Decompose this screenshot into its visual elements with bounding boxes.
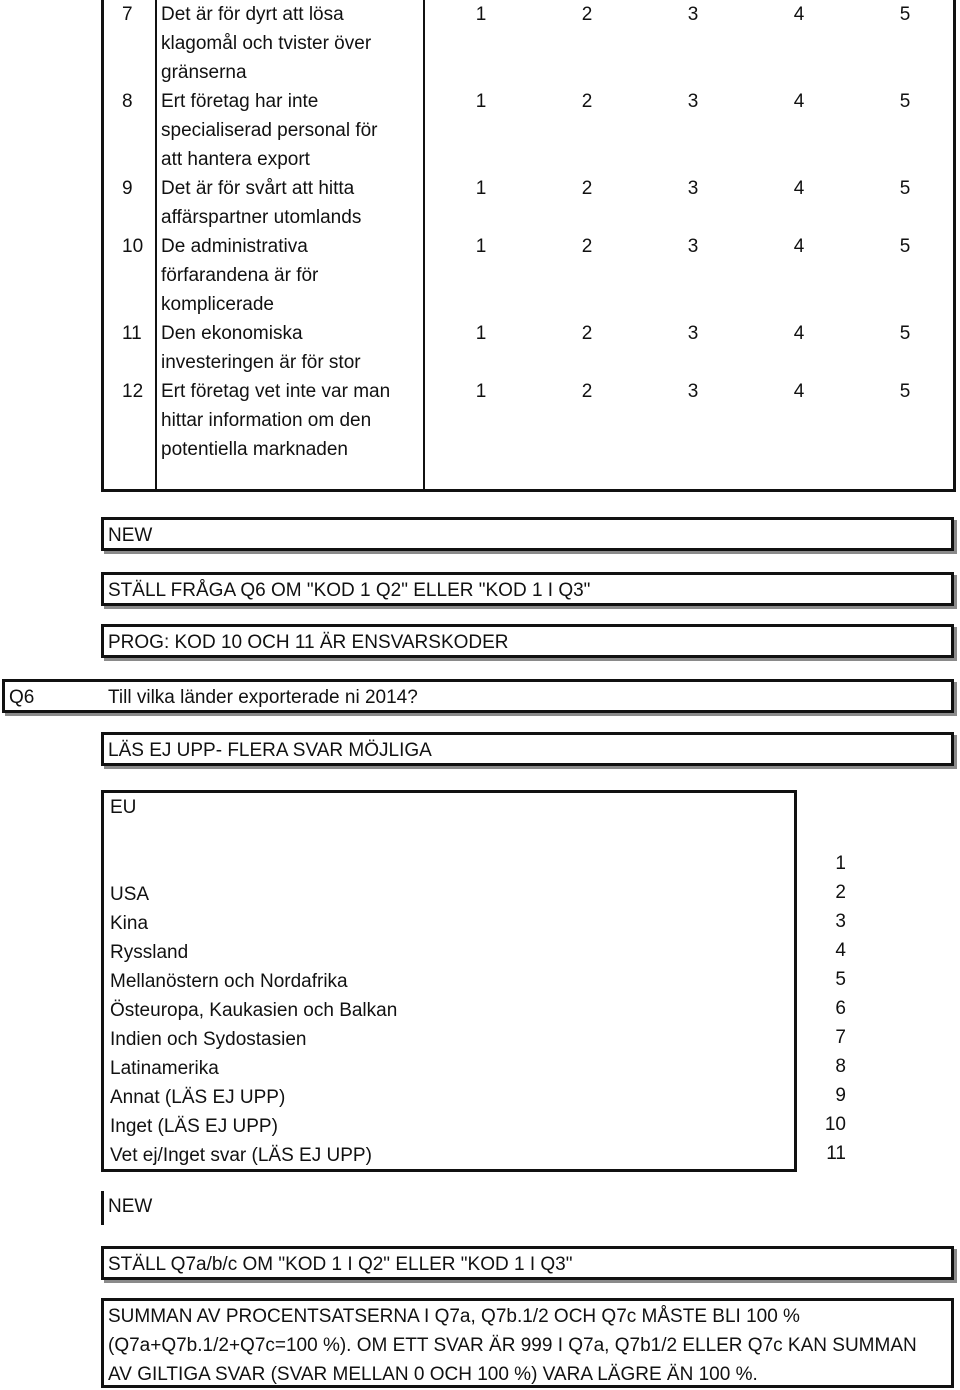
scale-option[interactable]: 3 [687,381,699,402]
scale-option[interactable]: 1 [475,91,487,112]
option-code: 5 [835,969,846,990]
option-code: 2 [835,882,846,903]
prog-note: PROG: KOD 10 OCH 11 ÄR ENSVARSKODER [108,632,509,653]
scale-option[interactable]: 1 [475,323,487,344]
rating-scale [473,87,913,116]
row-number: 7 [122,4,133,25]
row-statement: Den ekonomiska investeringen är för stor [161,323,361,373]
new-label: NEW [108,1196,153,1217]
rating-scale [473,0,913,29]
option-label[interactable]: Östeuropa, Kaukasien och Balkan [110,1000,398,1021]
read-note-box [101,732,954,766]
scale-option[interactable]: 5 [899,4,911,25]
option-code: 1 [835,853,846,874]
scale-option[interactable]: 3 [687,91,699,112]
scale-option[interactable]: 4 [793,236,805,257]
scale-option[interactable]: 3 [687,236,699,257]
option-label[interactable]: Inget (LÄS EJ UPP) [110,1116,278,1137]
scale-option[interactable]: 5 [899,91,911,112]
option-label[interactable]: Mellanöstern och Nordafrika [110,971,348,992]
new-marker-box-2 [101,1191,954,1225]
column-divider [423,0,425,489]
rating-scale [473,319,913,348]
scale-option[interactable]: 2 [581,4,593,25]
new-marker-box [101,517,954,551]
scale-option[interactable]: 4 [793,178,805,199]
option-label[interactable]: USA [110,884,150,905]
option-code: 6 [835,998,846,1019]
question-number: Q6 [9,687,35,708]
option-label[interactable]: EU [110,797,137,818]
scale-option[interactable]: 4 [793,381,805,402]
scale-option[interactable]: 5 [899,323,911,344]
sum-note-line: (Q7a+Q7b.1/2+Q7c=100 %). OM ETT SVAR ÄR 999 I Q7a, Q7b1/2 ELLER Q7c KAN SUMMAN [108,1335,917,1356]
rating-scale [473,174,913,203]
scale-option[interactable]: 2 [581,91,593,112]
sum-note-box [101,1298,954,1388]
row-number: 8 [122,91,133,112]
option-code: 11 [826,1143,846,1164]
row-statement: De administrativa förfarandena är för komplicerade [161,236,319,315]
option-code: 7 [835,1027,846,1048]
scale-option[interactable]: 2 [581,323,593,344]
sum-note-line: SUMMAN AV PROCENTSATSERNA I Q7a, Q7b.1/2 OCH Q7c MÅSTE BLI 100 % [108,1306,800,1327]
scale-option[interactable]: 5 [899,178,911,199]
rating-scale [473,377,913,406]
option-code: 3 [835,911,846,932]
scale-option[interactable]: 1 [475,4,487,25]
filter-instruction-box-q7 [101,1246,954,1280]
option-label[interactable]: Ryssland [110,942,189,963]
scale-option[interactable]: 5 [899,381,911,402]
option-code: 10 [824,1114,846,1135]
scale-option[interactable]: 2 [581,178,593,199]
scale-option[interactable]: 3 [687,323,699,344]
row-statement: Ert företag vet inte var man hittar information om den potentiella marknaden [161,381,391,460]
option-label[interactable]: Annat (LÄS EJ UPP) [110,1087,286,1108]
scale-option[interactable]: 4 [793,323,805,344]
row-number: 10 [122,236,144,257]
scale-option[interactable]: 1 [475,236,487,257]
row-number: 11 [122,323,142,344]
row-number: 9 [122,178,133,199]
scale-option[interactable]: 3 [687,4,699,25]
filter-instruction-box [101,572,954,606]
scale-option[interactable]: 2 [581,381,593,402]
read-note: LÄS EJ UPP- FLERA SVAR MÖJLIGA [108,740,432,761]
option-code: 8 [835,1056,846,1077]
row-statement: Ert företag har inte specialiserad personal för att hantera export [161,91,378,170]
scale-option[interactable]: 2 [581,236,593,257]
sum-note-line: AV GILTIGA SVAR (SVAR MELLAN 0 OCH 100 %) VARA LÄGRE ÄN 100 %. [108,1364,758,1385]
option-label[interactable]: Latinamerika [110,1058,219,1079]
filter-instruction-q6: STÄLL FRÅGA Q6 OM "KOD 1 Q2" ELLER "KOD 1 I Q3" [108,580,591,601]
scale-option[interactable]: 5 [899,236,911,257]
option-label[interactable]: Indien och Sydostasien [110,1029,307,1050]
scale-option[interactable]: 1 [475,381,487,402]
question-text: Till vilka länder exporterade ni 2014? [108,687,418,708]
question-box [2,679,954,713]
new-label: NEW [108,525,153,546]
row-statement: Det är för svårt att hitta affärspartner utomlands [161,178,362,228]
column-divider [155,0,157,489]
scale-option[interactable]: 4 [793,4,805,25]
row-statement: Det är för dyrt att lösa klagomål och tvister över gränserna [161,4,372,83]
prog-note-box [101,624,954,658]
option-code: 4 [835,940,846,961]
row-number: 12 [122,381,144,402]
response-options-box [101,790,797,1172]
filter-instruction-q7: STÄLL Q7a/b/c OM "KOD 1 I Q2" ELLER "KOD 1 I Q3" [108,1254,573,1275]
scale-option[interactable]: 3 [687,178,699,199]
scale-option[interactable]: 1 [475,178,487,199]
option-label[interactable]: Kina [110,913,149,934]
option-label[interactable]: Vet ej/Inget svar (LÄS EJ UPP) [110,1145,372,1166]
rating-scale [473,232,913,261]
option-code: 9 [835,1085,846,1106]
barrier-table [101,0,956,492]
scale-option[interactable]: 4 [793,91,805,112]
